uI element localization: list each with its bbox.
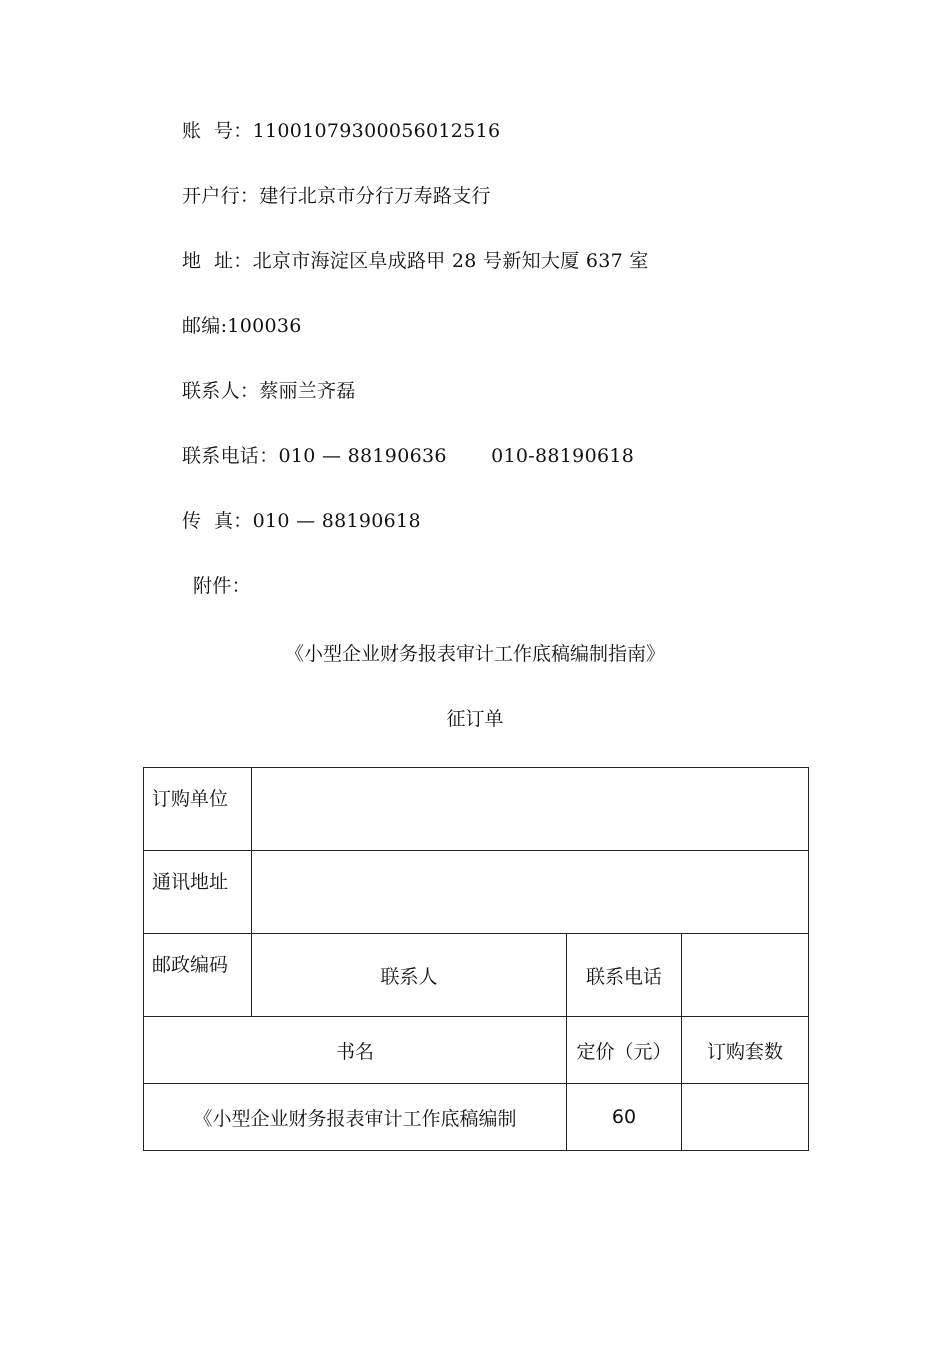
table-row — [144, 1017, 809, 1084]
table-row — [144, 934, 809, 1017]
mailing-address-field[interactable] — [252, 851, 809, 934]
book-title: 《小型企业财务报表审计工作底稿编制指南》 — [284, 643, 665, 665]
ordering-unit-field[interactable] — [252, 768, 809, 851]
contact-person-label: 联系人 — [252, 934, 567, 1017]
contact-phone-label: 联系电话 — [567, 934, 682, 1017]
table-row — [144, 1084, 809, 1151]
quantity-header: 订购套数 — [682, 1017, 809, 1084]
table-row — [144, 851, 809, 934]
book-name-header: 书名 — [144, 1017, 567, 1084]
fax-line: 传 真：010 — 88190618 — [182, 510, 421, 532]
postcode-label: 邮政编码 — [144, 934, 252, 1017]
form-title: 征订单 — [446, 708, 504, 730]
mailing-address-label: 通讯地址 — [144, 851, 252, 934]
order-form-table — [143, 767, 809, 1151]
postcode-line: 邮编:100036 — [182, 315, 302, 337]
price-header: 定价（元） — [567, 1017, 682, 1084]
account-number-line: 账 号：11001079300056012516 — [182, 120, 501, 142]
quantity-cell[interactable] — [682, 1084, 809, 1151]
phone-line: 联系电话：010 — 88190636 010-88190618 — [182, 445, 635, 467]
bank-line: 开户行：建行北京市分行万寿路支行 — [182, 185, 491, 207]
contacts-line: 联系人：蔡丽兰齐磊 — [182, 380, 356, 402]
book-name-cell: 《小型企业财务报表审计工作底稿编制 — [144, 1084, 567, 1151]
address-line: 地 址：北京市海淀区阜成路甲 28 号新知大厦 637 室 — [182, 250, 649, 272]
price-cell: 60 — [567, 1084, 682, 1151]
attachment-label: 附件： — [193, 575, 251, 597]
ordering-unit-label: 订购单位 — [144, 768, 252, 851]
contact-phone-field[interactable] — [682, 934, 809, 1017]
table-row — [144, 768, 809, 851]
